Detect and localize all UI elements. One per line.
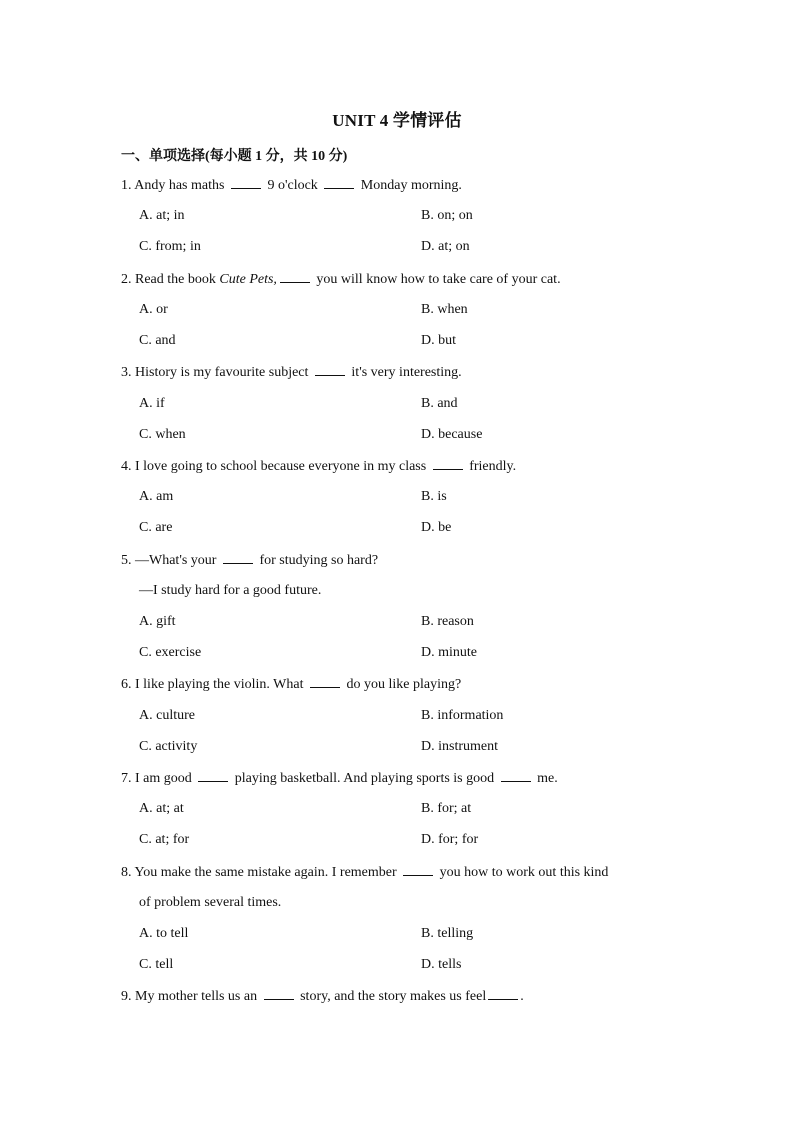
question-text: 5. —What's your bbox=[121, 553, 220, 568]
question-text: 9 o'clock bbox=[263, 178, 322, 193]
question-text: 1. Andy has maths bbox=[121, 178, 228, 193]
option-d: D. because bbox=[421, 427, 483, 442]
question-text: 7. I am good bbox=[121, 771, 196, 786]
question-9 bbox=[121, 987, 524, 1006]
option-c: C. when bbox=[139, 427, 186, 442]
question-4 bbox=[121, 457, 516, 476]
answer-blank bbox=[324, 176, 354, 189]
question-text: for studying so hard? bbox=[255, 553, 379, 568]
option-c: C. tell bbox=[139, 957, 174, 972]
option-d: D. tells bbox=[421, 957, 462, 972]
question-8-continued: of problem several times. bbox=[139, 895, 282, 910]
answer-blank bbox=[501, 769, 531, 782]
question-3 bbox=[121, 363, 462, 382]
question-text: 3. History is my favourite subject bbox=[121, 365, 312, 380]
option-d: D. for; for bbox=[421, 832, 479, 847]
option-c: C. exercise bbox=[139, 645, 202, 660]
option-d: D. but bbox=[421, 333, 456, 348]
answer-blank bbox=[264, 987, 294, 1000]
question-text: do you like playing? bbox=[343, 677, 462, 692]
option-a: A. or bbox=[139, 302, 168, 317]
question-6 bbox=[121, 675, 461, 694]
option-b: B. on; on bbox=[421, 208, 473, 223]
option-d: D. instrument bbox=[421, 739, 498, 754]
option-a: A. am bbox=[139, 489, 174, 504]
answer-blank bbox=[403, 863, 433, 876]
answer-blank bbox=[310, 675, 340, 688]
page-title: UNIT 4 学情评估 bbox=[332, 111, 462, 130]
answer-blank bbox=[231, 176, 261, 189]
answer-blank bbox=[315, 363, 345, 376]
option-d: D. at; on bbox=[421, 239, 470, 254]
question-text: you will know how to take care of your cat. bbox=[312, 272, 561, 287]
option-b: B. is bbox=[421, 489, 447, 504]
answer-blank bbox=[280, 270, 310, 283]
option-c: C. from; in bbox=[139, 239, 201, 254]
question-text: me. bbox=[533, 771, 558, 786]
question-text: 9. My mother tells us an bbox=[121, 989, 261, 1004]
option-c: C. at; for bbox=[139, 832, 190, 847]
question-text: Monday morning. bbox=[357, 178, 462, 193]
question-1 bbox=[121, 176, 462, 195]
question-text: you how to work out this kind bbox=[436, 865, 609, 880]
option-c: C. are bbox=[139, 520, 173, 535]
answer-blank bbox=[488, 987, 518, 1000]
option-a: A. to tell bbox=[139, 926, 189, 941]
option-b: B. reason bbox=[421, 614, 474, 629]
question-7 bbox=[121, 769, 558, 788]
question-text: 4. I love going to school because everyone in my class bbox=[121, 459, 430, 474]
answer-blank bbox=[433, 457, 463, 470]
question-text: it's very interesting. bbox=[347, 365, 462, 380]
question-text: story, and the story makes us feel bbox=[296, 989, 487, 1004]
answer-blank bbox=[223, 551, 253, 564]
option-a: A. gift bbox=[139, 614, 176, 629]
option-b: B. information bbox=[421, 708, 504, 723]
option-d: D. minute bbox=[421, 645, 477, 660]
option-a: A. if bbox=[139, 396, 165, 411]
answer-blank bbox=[198, 769, 228, 782]
question-text: friendly. bbox=[465, 459, 517, 474]
question-2 bbox=[121, 270, 561, 289]
option-b: B. when bbox=[421, 302, 468, 317]
option-b: B. telling bbox=[421, 926, 474, 941]
section-title: 一、单项选择(每小题 1 分，共 10 分) bbox=[121, 149, 348, 164]
question-text: . bbox=[520, 989, 524, 1004]
question-text: playing basketball. And playing sports is good bbox=[231, 771, 498, 786]
option-b: B. for; at bbox=[421, 801, 472, 816]
option-c: C. and bbox=[139, 333, 176, 348]
question-text: 2. Read the book bbox=[121, 272, 220, 287]
question-5-reply: —I study hard for a good future. bbox=[139, 583, 322, 598]
option-a: A. at; at bbox=[139, 801, 184, 816]
option-a: A. culture bbox=[139, 708, 195, 723]
option-d: D. be bbox=[421, 520, 452, 535]
question-8 bbox=[121, 863, 608, 882]
option-b: B. and bbox=[421, 396, 458, 411]
option-c: C. activity bbox=[139, 739, 198, 754]
question-text: 8. You make the same mistake again. I remember bbox=[121, 865, 401, 880]
question-5 bbox=[121, 551, 378, 570]
question-text: 6. I like playing the violin. What bbox=[121, 677, 307, 692]
book-title: Cute Pets, bbox=[219, 272, 277, 287]
option-a: A. at; in bbox=[139, 208, 185, 223]
